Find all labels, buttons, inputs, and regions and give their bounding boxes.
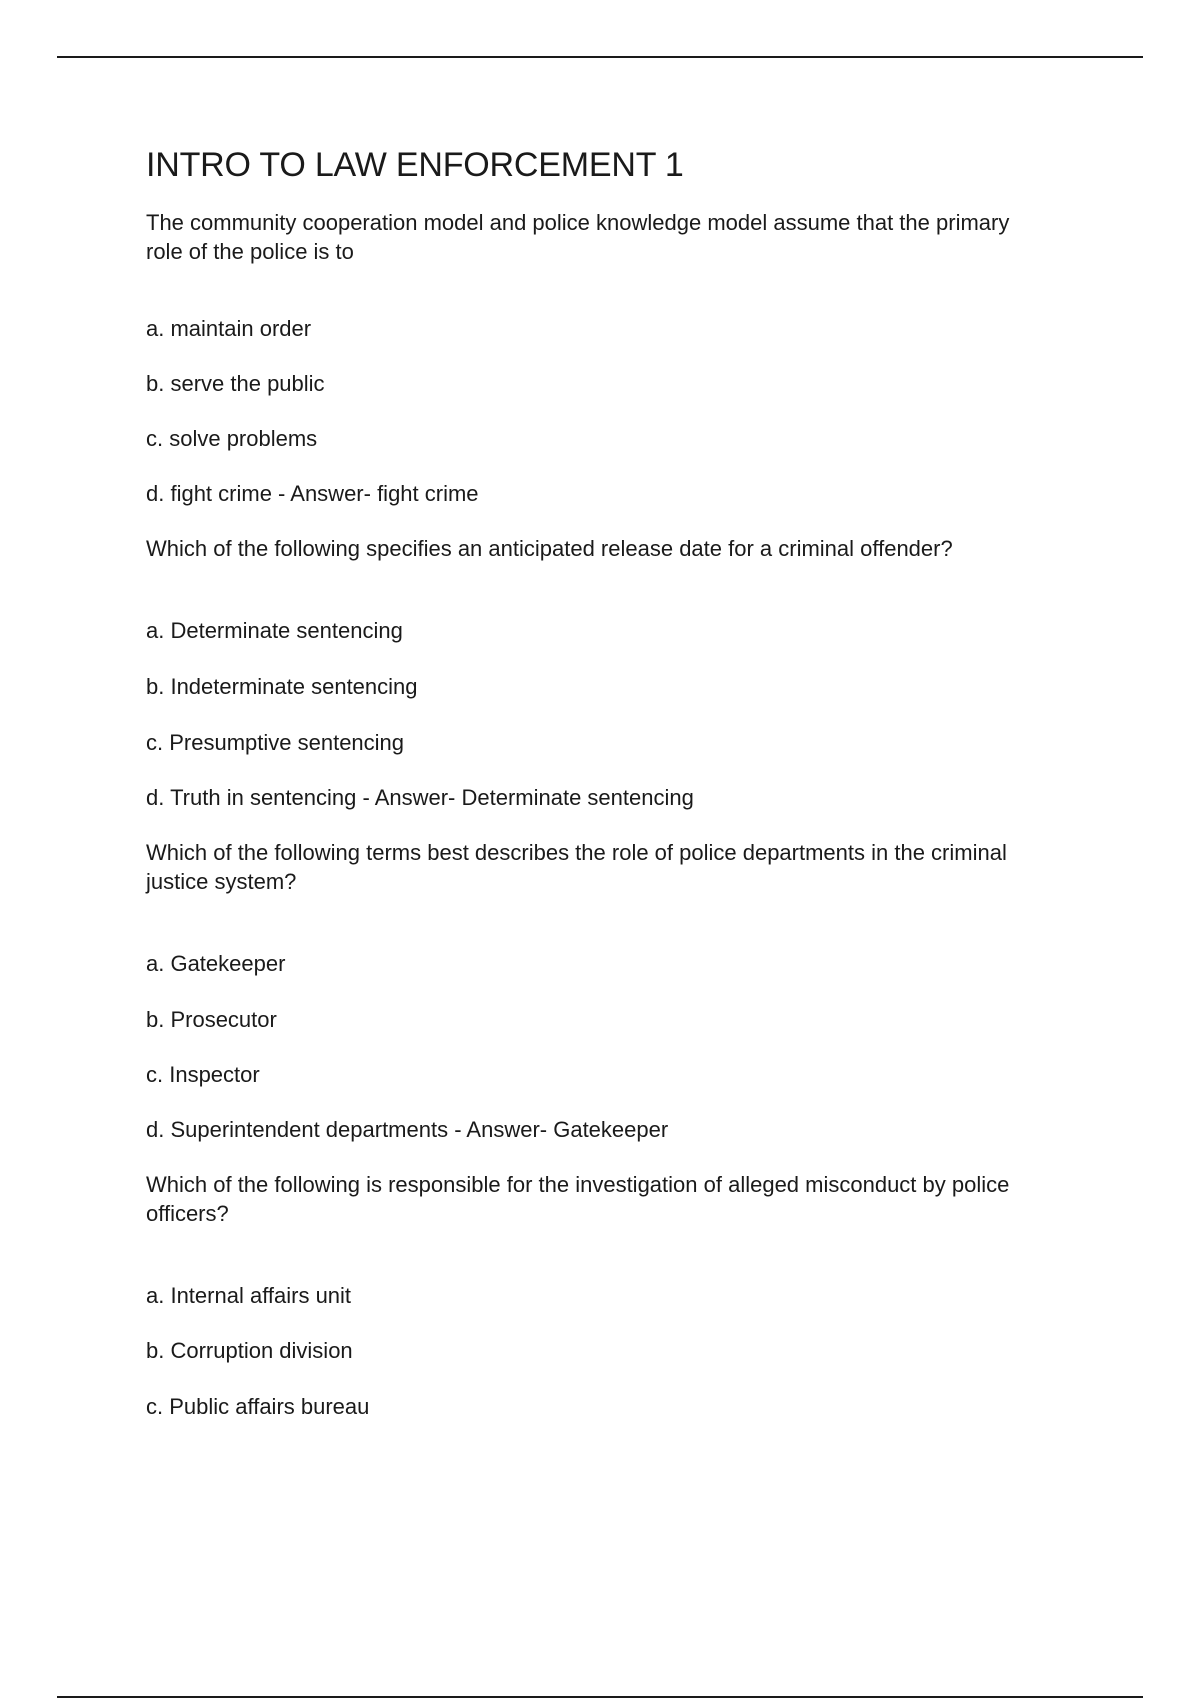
q3-option-b: b. Prosecutor — [146, 1007, 277, 1032]
q2-option-b: b. Indeterminate sentencing — [146, 674, 418, 699]
q1-option-d: d. fight crime - Answer- fight crime — [146, 481, 479, 506]
q2-option-a: a. Determinate sentencing — [146, 618, 403, 643]
q4-option-b: b. Corruption division — [146, 1338, 353, 1363]
q1-option-a: a. maintain order — [146, 316, 312, 341]
document-body — [146, 143, 1046, 1421]
question-4: Which of the following is responsible for the investigation of alleged misconduct by police officers? — [146, 1172, 1010, 1226]
question-3: Which of the following terms best describes the role of police departments in the criminal justice system? — [146, 840, 1007, 894]
q2-option-c: c. Presumptive sentencing — [146, 730, 405, 755]
header-rule — [57, 56, 1143, 58]
q1-option-b: b. serve the public — [146, 371, 325, 396]
question-1: The community cooperation model and police knowledge model assume that the primary role of the police is to — [146, 210, 1010, 264]
q4-option-a: a. Internal affairs unit — [146, 1283, 352, 1308]
q3-option-c: c. Inspector — [146, 1062, 260, 1087]
q3-option-d: d. Superintendent departments - Answer- Gatekeeper — [146, 1117, 669, 1142]
q4-option-c: c. Public affairs bureau — [146, 1394, 370, 1419]
q2-option-d: d. Truth in sentencing - Answer- Determinate sentencing — [146, 785, 694, 810]
document-title: INTRO TO LAW ENFORCEMENT 1 — [146, 146, 684, 184]
footer-rule — [57, 1696, 1143, 1698]
question-2: Which of the following specifies an anticipated release date for a criminal offender? — [146, 536, 953, 561]
q1-option-c: c. solve problems — [146, 426, 318, 451]
q3-option-a: a. Gatekeeper — [146, 951, 286, 976]
